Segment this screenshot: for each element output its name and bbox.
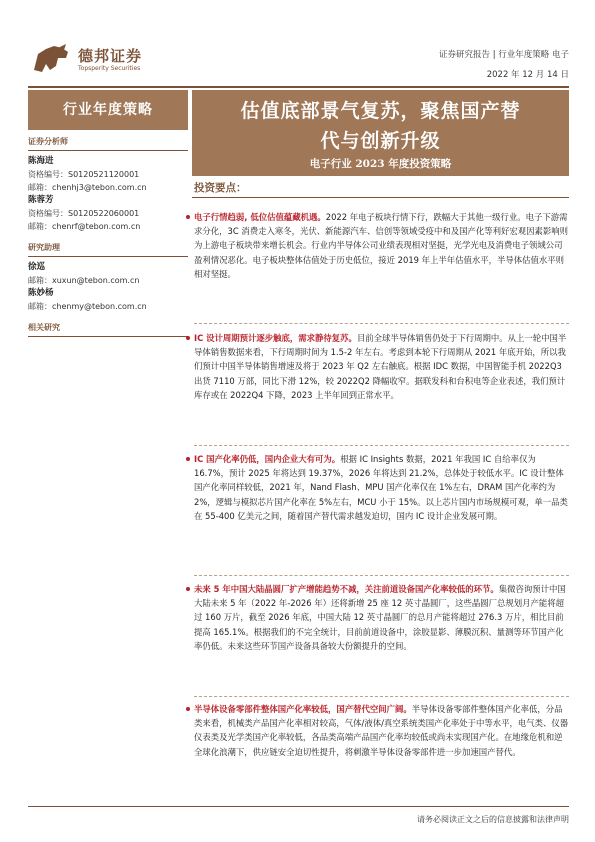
assistant-name: 陈妙杨 bbox=[28, 288, 54, 298]
point-paragraph bbox=[194, 582, 569, 653]
related-heading: 相关研究 bbox=[28, 321, 188, 337]
analyst-email[interactable]: 邮箱：chenhj3@tebon.com.cn bbox=[28, 183, 147, 192]
point-lead: IC 国产化率仍低，国内企业大有可为。 bbox=[194, 454, 341, 464]
point-text: 集微咨询预计中国大陆未来 5 年（2022 年-2026 年）还将新增 25 座 12 英寸晶圆厂，这些晶圆厂总规划月产能将超过 160 万片，截至 2026 年底，中国大陆 12 英寸晶圆厂的总月产能将超过 276.3 万片，相比目前提高 165.1%。根据我们的不完全统计，目前前道设备中，涂胶显影、薄膜沉积、量测等环节国产化率仍低。未来这些环节国产设备具备较大份额提升的空间。 bbox=[194, 584, 566, 651]
dashed-divider bbox=[194, 696, 569, 697]
dashed-divider bbox=[194, 575, 569, 576]
assistant-heading: 研究助理 bbox=[28, 241, 188, 257]
dashed-divider bbox=[194, 323, 569, 324]
analyst-cert: 资格编号：S0120522060001 bbox=[28, 209, 140, 218]
dashed-divider bbox=[194, 445, 569, 446]
bullet-icon bbox=[186, 587, 190, 591]
bullet-icon bbox=[186, 457, 190, 461]
category-label: 行业年度策略 bbox=[63, 102, 153, 118]
disclaimer-note: 请务必阅读正文之后的信息披露和法律声明 bbox=[417, 815, 569, 824]
point-text: 半导体设备零部件整体国产化率低，分品类来看，机械类产品国产化率相对较高，气体/液体/真空系统类国产化率处于中等水平，电气类、仪器仪表类及光学类国产化率较低，各品类高端产品国产化率均较低或尚未实现国产化。在地缘危机和逆全球化浪潮下，供应链安全迫切性提升，将刺激半导体设备零部件进一步加速国产替代。 bbox=[194, 704, 569, 757]
assistant-email[interactable]: 邮箱：xuxun@tebon.com.cn bbox=[28, 276, 140, 285]
point-paragraph bbox=[194, 331, 569, 402]
investment-points-heading: 投资要点： bbox=[194, 182, 247, 194]
point-text: 目前全球半导体销售仍处于下行周期中。从上一轮中国半导体销售数据来看，下行周期时间为 1.5-2 年左右。考虑到本轮下行周期从 2021 年底开始，所以我们预计中国半导体销售增速及将于 2023 年 Q2 左右触底。根据 IDC 数据，中国智能手机 2022Q3 出货 7110 万部，同比下滑 12%，较 2022Q2 降幅收窄。据联发科和台积电等企业表述，我们预计库存或在 2022Q4 下降，2023 上半年回到正常水平。 bbox=[194, 333, 567, 400]
analyst-name: 陈蓉芳 bbox=[28, 195, 54, 205]
sidebar bbox=[28, 135, 188, 345]
company-logo bbox=[28, 40, 158, 80]
point-paragraph bbox=[194, 452, 569, 523]
point-paragraph bbox=[194, 210, 569, 281]
assistant-name: 徐巡 bbox=[28, 262, 46, 272]
related-section bbox=[28, 321, 188, 337]
bull-logo-icon bbox=[28, 40, 72, 80]
report-subtitle: 电子行业 2023 年度投资策略 bbox=[309, 158, 452, 170]
logo-text-en: Topsperity Securities bbox=[78, 65, 141, 72]
analyst-cert: 资格编号：S0120521120001 bbox=[28, 170, 140, 179]
report-title-line2: 代与创新升级 bbox=[320, 130, 441, 152]
report-date: 2022 年 12 月 14 日 bbox=[486, 70, 569, 80]
bullet-icon bbox=[186, 707, 190, 711]
footer-divider bbox=[28, 806, 569, 807]
report-title-line1: 估值底部景气复苏，聚焦国产替 bbox=[240, 100, 521, 122]
heading-rule bbox=[192, 197, 569, 198]
assistant-email[interactable]: 邮箱：chenmy@tebon.com.cn bbox=[28, 302, 147, 311]
report-type: 证券研究报告 | 行业年度策略 电子 bbox=[439, 50, 569, 60]
bullet-icon bbox=[186, 215, 190, 219]
category-band bbox=[28, 90, 188, 130]
point-lead: 电子行情趋弱, 低位估值蕴藏机遇。 bbox=[194, 212, 326, 222]
analyst-email[interactable]: 邮箱：chenrf@tebon.com.cn bbox=[28, 222, 141, 231]
point-text: 根据 IC Insights 数据，2021 年我国 IC 自给率仅为 16.7%，预计 2025 年将达到 19.37%，2026 年将达到 21.2%，总体处于较低水平。IC 设计整体国产化率同样较低，2021 年，Nand Flash、MPU 国产化率仅在 1%左右，DRAM 国产化率约为 2%，逻辑与模拟芯片国产化率在 5%左右，MCU 小于 15%。以上芯片国内市场规模可观，单一品类在 55-400 亿美元之间，随着国产替代需求越发迫切，国内 IC 设计企业发展可期。 bbox=[194, 454, 568, 521]
point-paragraph bbox=[194, 702, 569, 759]
analyst-section bbox=[28, 135, 188, 233]
bullet-icon bbox=[186, 336, 190, 340]
header-divider bbox=[28, 86, 569, 88]
analyst-name: 陈海进 bbox=[28, 156, 54, 166]
logo-text-cn: 德邦证券 bbox=[78, 47, 143, 65]
assistant-section bbox=[28, 241, 188, 313]
point-text: 2022 年电子板块行情下行，跌幅大于其他一级行业。电子下游需求分化，3C 消费走入寒冬，光伏、新能源汽车、信创等领域受疫中和及国产化等利好宏观因素影响则为上游电子板块带来增长机会。行业内半导体公司业绩表现相对坚挺，光学光电及消费电子领域公司盈利情况恶化。电子板块整体估值处于历史低位，接近 2019 年上半年估值水平，半导体估值水平则相对坚挺。 bbox=[194, 212, 568, 279]
point-lead: IC 设计周期预计逐步触底，需求静待复苏。 bbox=[194, 333, 357, 343]
point-lead: 半导体设备零部件整体国产化率较低，国产替代空间广阔。 bbox=[194, 704, 412, 714]
analyst-heading: 证券分析师 bbox=[28, 135, 188, 151]
title-band bbox=[192, 90, 569, 176]
point-lead: 未来 5 年中国大陆晶圆厂扩产增能趋势不减，关注前道设备国产化率较低的环节。 bbox=[194, 584, 499, 594]
